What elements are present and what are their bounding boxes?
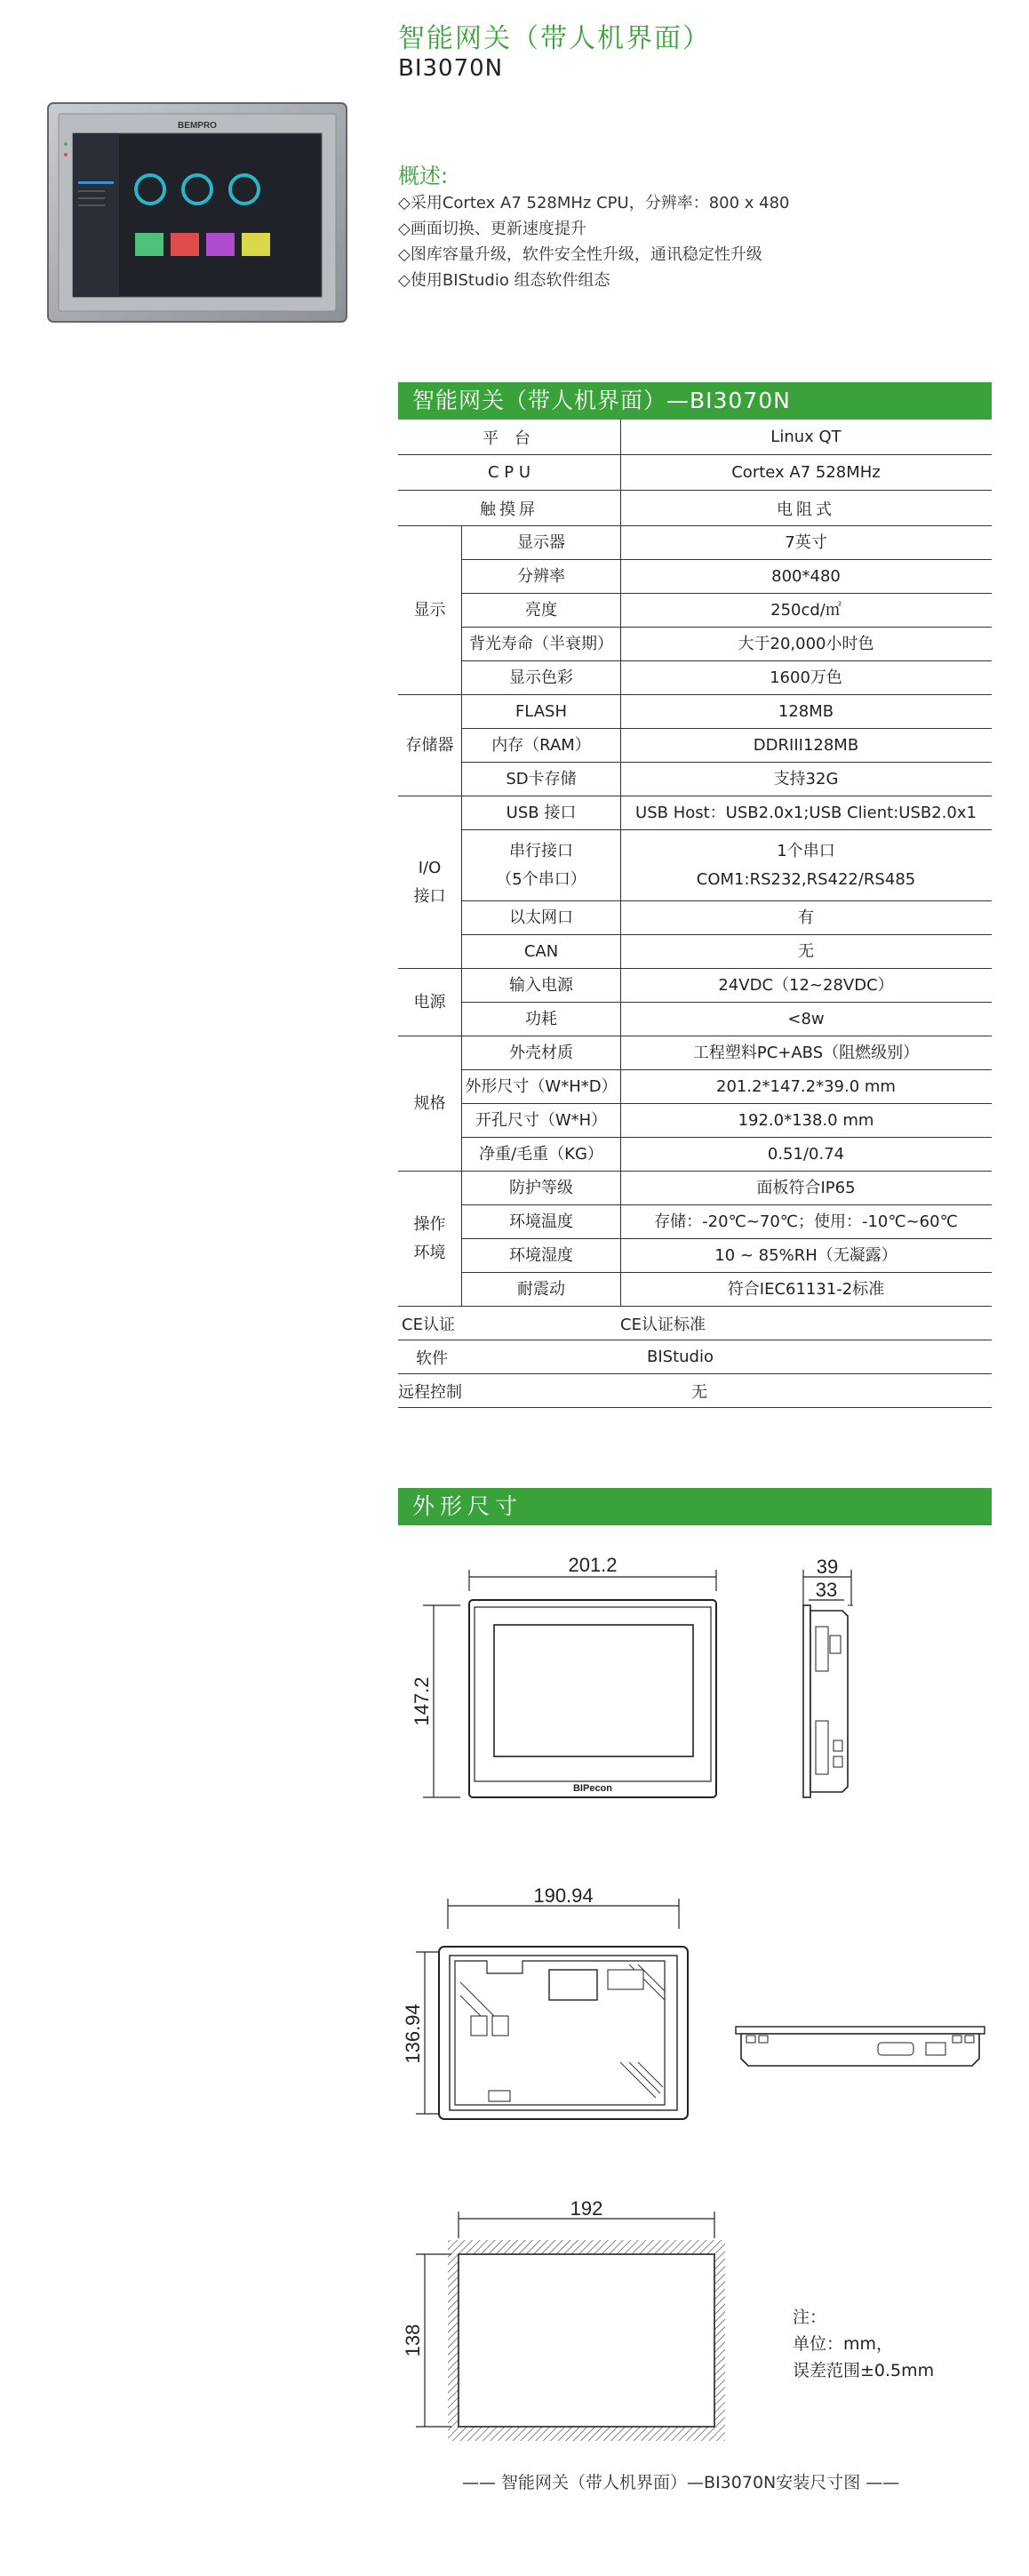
row-label: 软件 [416, 1348, 448, 1368]
row-value: 201.2*147.2*39.0 mm [716, 1076, 896, 1096]
row-value: BIStudio [647, 1348, 714, 1366]
row-value: 符合IEC61131-2标准 [727, 1279, 885, 1299]
overview-item: ◇采用Cortex A7 528MHz CPU，分辨率：800 x 480 [398, 194, 790, 212]
row-value: 无 [798, 941, 814, 961]
table-row [398, 1273, 992, 1307]
group-env: 操作 环境 [398, 1172, 462, 1307]
table-row [398, 1172, 992, 1205]
row-value: CE认证标准 [620, 1315, 706, 1334]
row-value: Cortex A7 528MHz [731, 463, 881, 482]
overview-item: ◇使用BIStudio 组态软件组态 [398, 271, 610, 290]
table-row [398, 1205, 992, 1239]
group-display: 显示 [398, 526, 462, 695]
note [793, 2304, 934, 2384]
side-depth-outer-label: 39 [816, 1556, 839, 1578]
row-value: 无 [691, 1382, 707, 1402]
note-unit: 单位：mm， [793, 2334, 894, 2354]
side-depth-inner-label: 33 [815, 1579, 838, 1601]
overview-item: ◇画面切换、更新速度提升 [398, 220, 586, 238]
back-width-label: 190.94 [533, 1884, 594, 1907]
back-height-label: 136.94 [402, 2004, 424, 2064]
dimension-banner: 外形尺寸 [398, 1488, 992, 1525]
row-label: 输入电源 [509, 975, 573, 995]
row-value: <8w [787, 1009, 825, 1028]
table-row [398, 1340, 992, 1374]
overview-title: 概述: [398, 164, 449, 188]
table-row [398, 729, 992, 763]
front-width-label: 201.2 [568, 1554, 618, 1576]
row-label: 环境温度 [509, 1212, 573, 1231]
cutout-drawing [398, 2201, 771, 2450]
table-row [398, 491, 992, 526]
row-label: 远程控制 [398, 1382, 462, 1402]
cutout-height-label: 138 [402, 2324, 424, 2357]
row-label: 内存（RAM） [491, 735, 591, 755]
table-row [398, 935, 992, 969]
row-value: 支持32G [773, 769, 839, 788]
row-label: 显示色彩 [509, 668, 573, 687]
row-label: 净重/毛重（KG） [479, 1144, 603, 1164]
row-label: 背光寿命（半衰期） [469, 634, 613, 653]
row-value: 0.51/0.74 [767, 1144, 845, 1164]
note-title: 注： [793, 2308, 827, 2327]
group-power: 电源 [398, 969, 462, 1036]
table-row [398, 1036, 992, 1070]
table-row [398, 1239, 992, 1273]
row-value: Linux QT [770, 428, 842, 446]
row-label: SD卡存储 [506, 769, 577, 788]
row-label: 显示器 [517, 532, 565, 552]
row-value: 250cd/㎡ [770, 600, 842, 620]
row-label: 开孔尺寸（W*H） [475, 1110, 608, 1130]
row-value: 192.0*138.0 mm [738, 1110, 874, 1130]
table-row [398, 830, 992, 901]
table-row [398, 560, 992, 594]
table-row [398, 695, 992, 729]
row-value: 128MB [778, 701, 834, 721]
row-label: 触摸屏 [480, 500, 538, 519]
table-row [398, 1138, 992, 1172]
row-value: 电阻式 [777, 500, 835, 519]
table-row [398, 526, 992, 560]
row-label: FLASH [514, 701, 568, 721]
row-value: 10 ~ 85%RH（无凝露） [714, 1245, 897, 1265]
row-label: 串行接口 （5个串口） [496, 841, 586, 889]
table-row [398, 661, 992, 695]
note-tolerance: 误差范围±0.5mm [793, 2361, 935, 2380]
row-value: 工程塑料PC+ABS（阻燃级别） [692, 1043, 920, 1062]
row-label: 外形尺寸（W*H*D） [465, 1076, 618, 1096]
cutout-width-label: 192 [570, 2201, 603, 2220]
device-photo [46, 101, 348, 324]
row-label: 耐震动 [517, 1279, 565, 1299]
page-title: 智能网关（带人机界面） [398, 23, 711, 54]
table-row [398, 1374, 992, 1408]
overview-item: ◇图库容量升级，软件安全性升级，通讯稳定性升级 [398, 245, 762, 264]
table-row [398, 420, 992, 455]
row-label: 平 台 [483, 428, 536, 448]
row-label: 功耗 [525, 1009, 557, 1028]
row-label: 环境湿度 [509, 1245, 573, 1265]
table-row [398, 1104, 992, 1138]
table-row [398, 901, 992, 935]
row-value: 800*480 [771, 566, 841, 586]
group-io: I/O 接口 [398, 796, 462, 969]
table-row [398, 594, 992, 628]
row-label: CAN [523, 941, 559, 961]
row-value: 1600万色 [770, 668, 842, 687]
row-label: 防护等级 [509, 1178, 573, 1197]
group-storage: 存储器 [398, 695, 462, 796]
row-value: 7英寸 [785, 532, 827, 552]
row-value: 有 [798, 908, 814, 927]
table-row [398, 1307, 992, 1340]
front-height-label: 147.2 [411, 1676, 433, 1726]
row-label: C P U [487, 463, 531, 482]
group-spec: 规格 [398, 1036, 462, 1172]
spec-banner: 智能网关（带人机界面）—BI3070N [398, 382, 992, 420]
figure-caption: —— 智能网关（带人机界面）—BI3070N安装尺寸图 —— [462, 2473, 900, 2492]
row-label: 亮度 [525, 600, 557, 620]
model-number: BI3070N [398, 55, 504, 82]
brand-logo: BEMPRO [178, 121, 217, 131]
front-logo: BIPecon [572, 1783, 613, 1794]
front-view-drawing [398, 1547, 985, 1831]
table-row [398, 628, 992, 661]
table-row [398, 1003, 992, 1036]
row-label: USB 接口 [506, 803, 577, 822]
row-value: DDRIII128MB [753, 735, 859, 755]
row-label: 分辨率 [517, 566, 565, 586]
back-view-drawing [398, 1884, 1002, 2151]
row-value: USB Host：USB2.0x1;USB Client:USB2.0x1 [635, 803, 977, 822]
table-row [398, 763, 992, 796]
row-label: 以太网口 [509, 908, 573, 927]
table-row [398, 969, 992, 1003]
row-value: 1个串口 COM1:RS232,RS422/RS485 [696, 841, 916, 889]
table-row [398, 455, 992, 491]
row-value: 大于20,000小时色 [738, 634, 874, 653]
row-value: 面板符合IP65 [756, 1178, 856, 1197]
row-label: 外壳材质 [509, 1043, 573, 1062]
row-value: 24VDC（12~28VDC） [718, 975, 894, 995]
table-row [398, 1070, 992, 1104]
row-label: CE认证 [402, 1315, 455, 1334]
table-row [398, 796, 992, 830]
row-value: 存储：-20℃~70℃；使用：-10℃~60℃ [654, 1212, 958, 1231]
